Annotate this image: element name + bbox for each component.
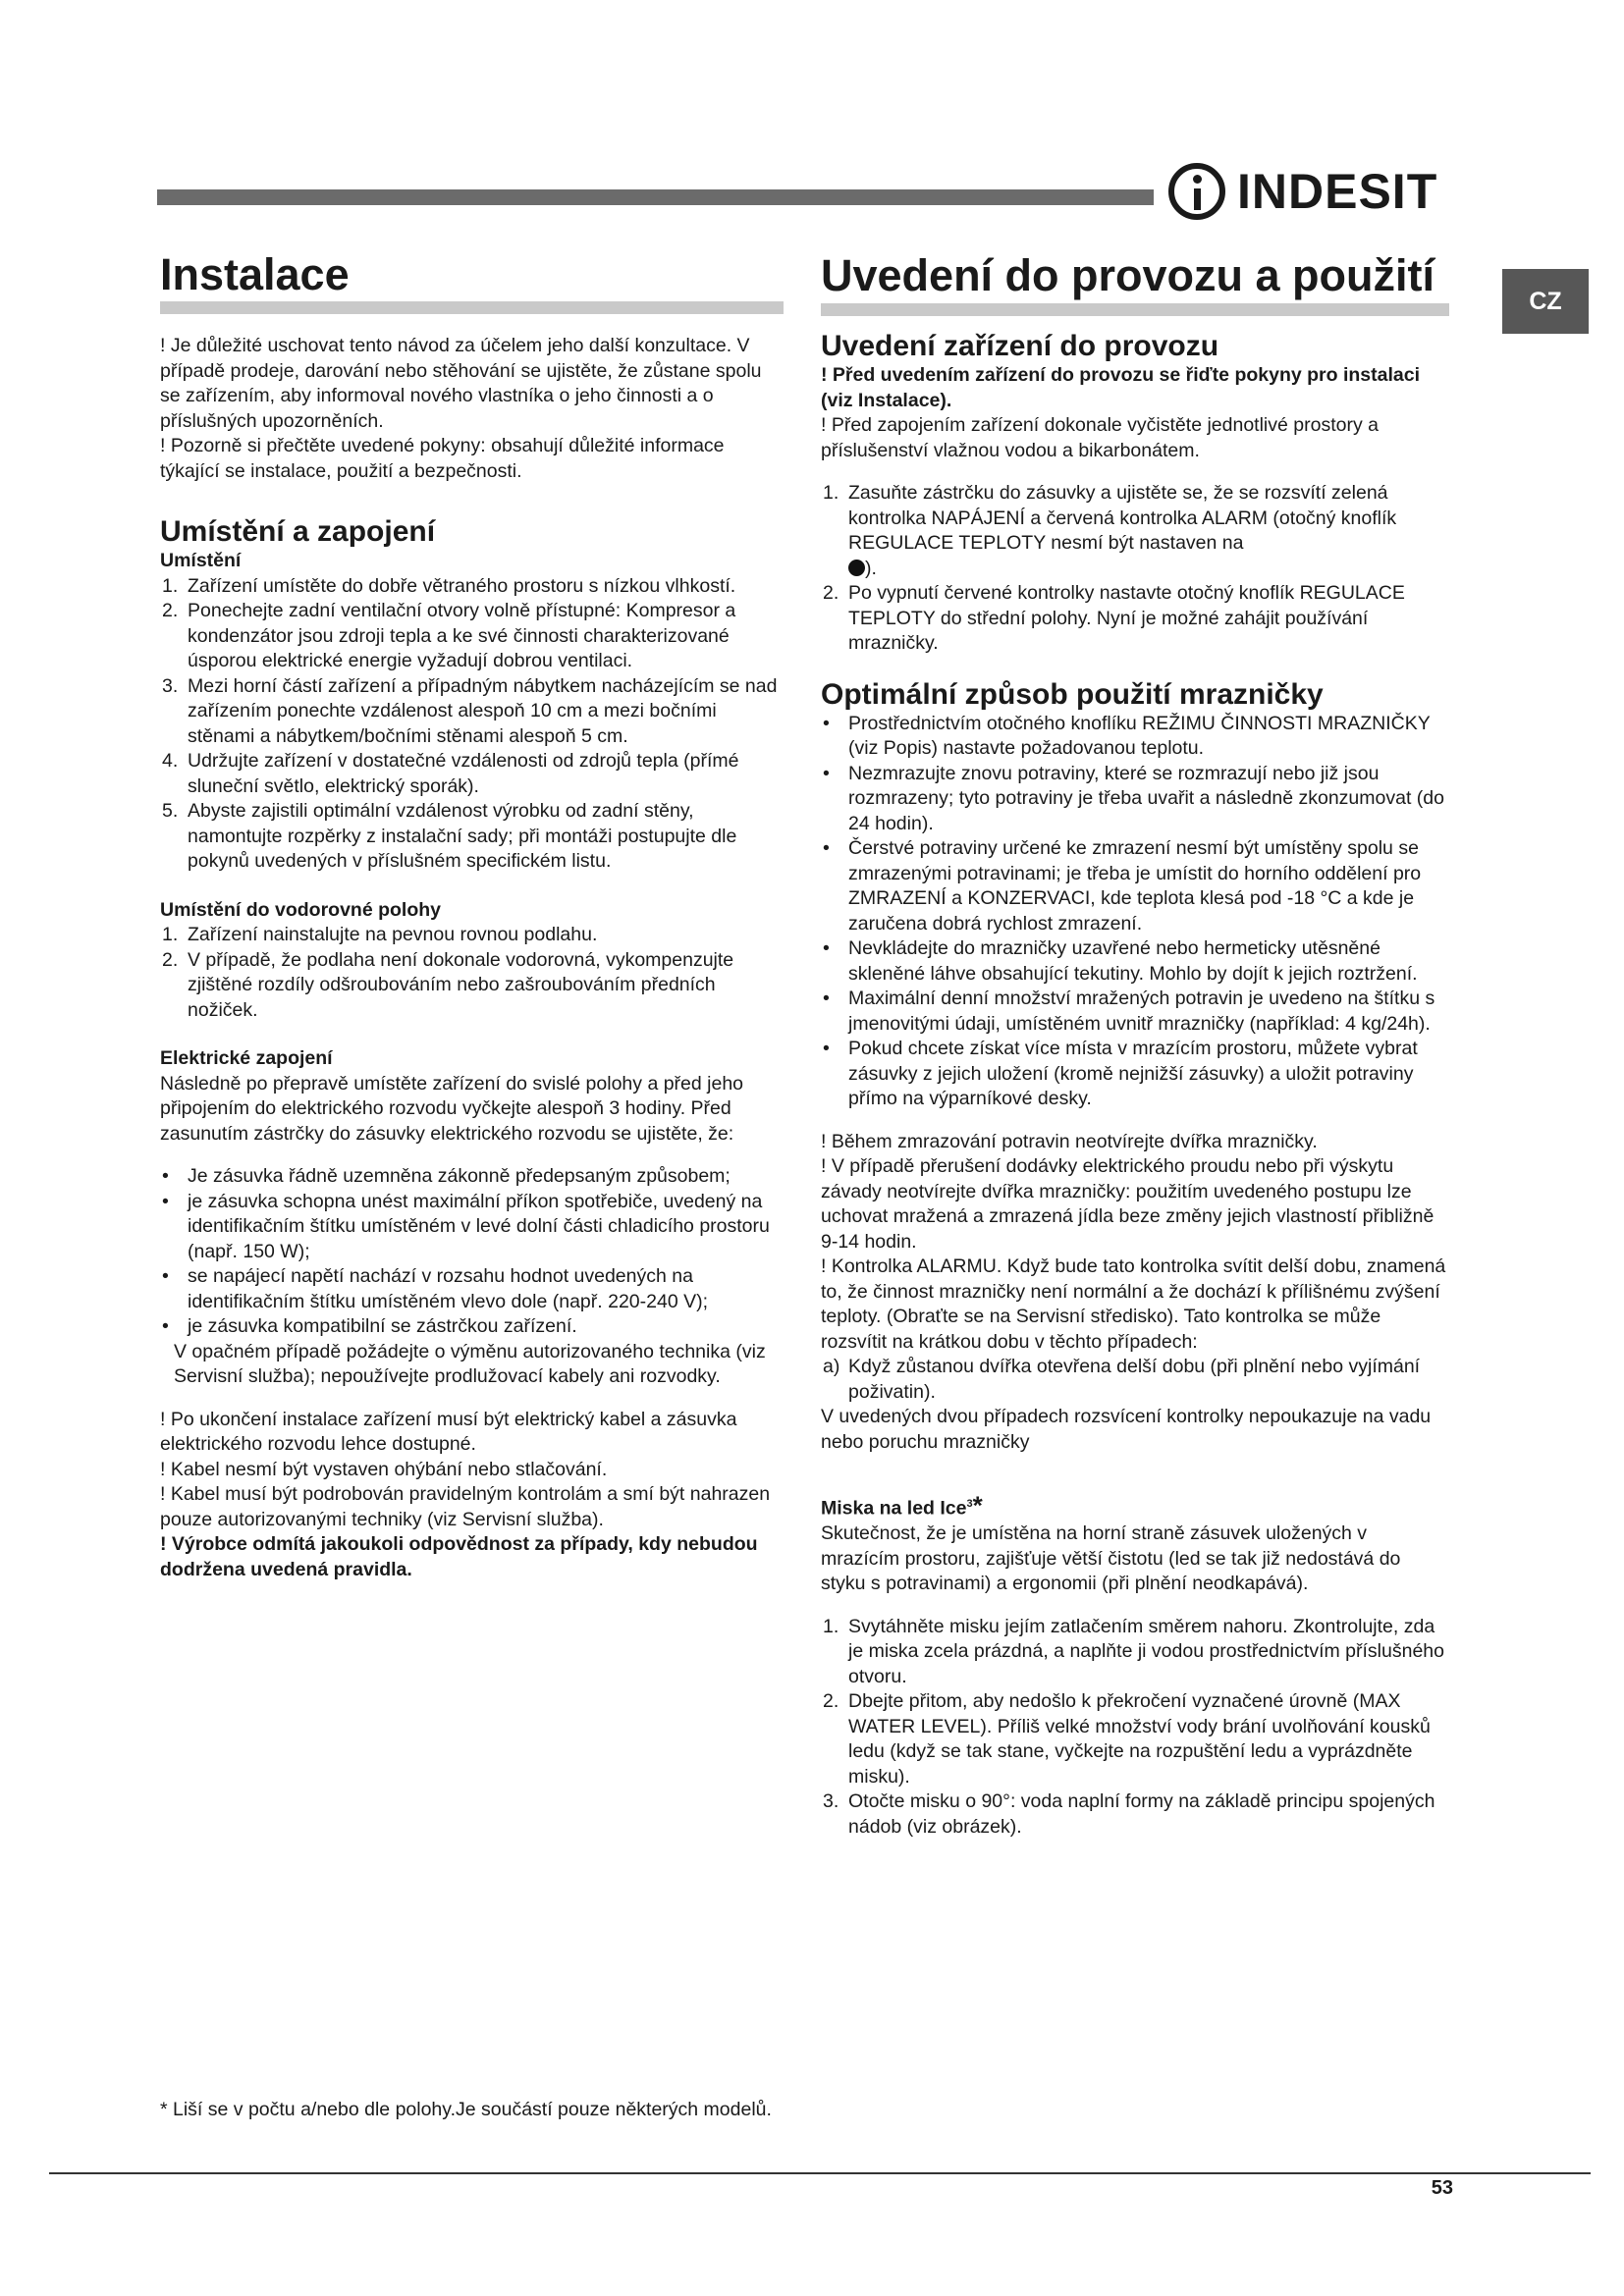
left-column xyxy=(160,250,784,1582)
subsection-title: Umístění do vodorovné polohy xyxy=(160,898,442,921)
note: V uvedených dvou případech rozsvícení kontrolky nepoukazuje na vadu nebo poruchu mrazničky xyxy=(821,1406,1432,1453)
list-item: 1. Zařízení nainstalujte na pevnou rovnou podlahu. xyxy=(162,924,598,945)
list-item: • je zásuvka kompatibilní se zástrčkou zařízení. xyxy=(162,1315,577,1337)
note: ! Kontrolka ALARMU. Když bude tato kontrolka svítit delší dobu, znamená to, že činnost mrazničky není normální a že dochází k přílišnému zvýšení teploty. (Obraťte se na Servisní středisko). Tato kontrolka se může rozsvítit na krátkou dobu v těchto případech: xyxy=(821,1255,1446,1353)
section-title: Uvedení zařízení do provozu xyxy=(821,330,1219,362)
electrical-checklist xyxy=(160,1164,784,1340)
list-item: 1. Svytáhněte misku jejím zatlačením směrem nahoru. Zkontrolujte, zda je miska zcela prázdná, a naplňte ji vodou prostřednictvím příslušného otvoru. xyxy=(823,1615,1444,1687)
section-title: Umístění a zapojení xyxy=(160,515,436,548)
list-item: • Pokud chcete získat více místa v mrazícím prostoru, můžete vybrat zásuvky z jejich uložení (kromě nejnižší zásuvky) a uložit potraviny přímo na výparníkové desky. xyxy=(823,1038,1418,1109)
placement-list xyxy=(160,574,784,875)
list-item: 1. Zasuňte zástrčku do zásuvky a ujistěte se, že se rozsvítí zelená kontrolka NAPÁJENÍ a červená kontrolka ALARM (otočný knoflík REGULACE TEPLOTY nesmí být nastaven na ). xyxy=(823,482,1397,579)
list-item: 3. Otočte misku o 90°: voda naplní formy na základě principu spojených nádob (viz obrázek). xyxy=(823,1790,1435,1838)
section-title: Optimální způsob použití mrazničky xyxy=(821,677,1324,711)
footnote: * Liší se v počtu a/nebo dle polohy.Je součástí pouze některých modelů. xyxy=(160,2099,772,2120)
page-title-right: Uvedení do provozu a použití xyxy=(821,250,1449,316)
list-item: • Nevkládejte do mrazničky uzavřené nebo hermeticky utěsněné skleněné láhve obsahující tekutiny. Mohlo by dojít k jejich roztržení. xyxy=(823,937,1418,985)
header-rule xyxy=(157,189,1154,205)
list-item: 4. Udržujte zařízení v dostatečné vzdálenosti od zdrojů tepla (přímé sluneční světlo, elektrický sporák). xyxy=(162,750,739,797)
language-tab: CZ xyxy=(1502,269,1589,334)
list-item: a) Když zůstanou dvířka otevřena delší dobu (při plnění nebo vyjímání poživatin). xyxy=(823,1356,1421,1403)
list-item: 2. V případě, že podlaha není dokonale vodorovná, vykompenzujte zjištěné rozdíly odšroubováním nebo zašroubováním předních nožiček. xyxy=(162,948,734,1021)
warning-bold: ! Výrobce odmítá jakoukoli odpovědnost za případy, kdy nebudou dodržena uvedená pravidla. xyxy=(160,1533,758,1580)
list-item: 5. Abyste zajistili optimální vzdálenost výrobku od zadní stěny, namontujte rozpěrky z instalační sady; při montáži postupujte dle pokynů uvedených v příslušném specifickém listu. xyxy=(162,800,737,872)
footer-rule xyxy=(49,2172,1591,2174)
list-item: • Je zásuvka řádně uzemněna zákonně předepsaným způsobem; xyxy=(162,1165,731,1187)
filled-circle-icon xyxy=(848,560,865,576)
intro-paragraph: ! Je důležité uschovat tento návod za účelem jeho další konzultace. V případě prodeje, darování nebo stěhování se ujistěte, že zůstane spolu se zařízením, aby informoval nového vlastníka o jeho činnosti a o příslušných upozorněních. xyxy=(160,335,762,432)
note: ! Během zmrazování potravin neotvírejte dvířka mrazničky. xyxy=(821,1130,1318,1152)
brand-name: INDESIT xyxy=(1237,164,1438,219)
startup-list xyxy=(821,481,1449,657)
warning: ! Kabel nesmí být vystaven ohýbání nebo stlačování. xyxy=(160,1458,608,1480)
warning: ! Kabel musí být podrobován pravidelným kontrolám a smí být nahrazen pouze autorizovanými techniky (viz Servisní služba). xyxy=(160,1483,771,1530)
paragraph: V opačném případě požádejte o výměnu autorizovaného technika (viz Servisní služba); nepoužívejte prodlužovací kabely ani rozvodky. xyxy=(174,1340,766,1387)
list-item: 3. Mezi horní částí zařízení a případným nábytkem nacházejícím se nad zařízením ponechte vzdálenost alespoň 10 cm a mezi bočními stěnami a nábytkem/bočními stěnami alespoň 5 cm. xyxy=(162,674,778,747)
paragraph: Následně po přepravě umístěte zařízení do svislé polohy a před jeho připojením do elektrického rozvodu vyčkejte alespoň 3 hodiny. Před zasunutím zástrčky do zásuvky elektrického rozvodu se ujistěte, že: xyxy=(160,1072,744,1145)
intro-paragraph: ! Pozorně si přečtěte uvedené pokyny: obsahují důležité informace týkající se instalace, použití a bezpečnosti. xyxy=(160,435,725,482)
ice-tray-steps xyxy=(821,1615,1449,1841)
subsection-title: Miska na led Ice$^3$* xyxy=(821,1490,983,1521)
right-column xyxy=(821,250,1449,1840)
paragraph-bold: ! Před uvedením zařízení do provozu se řiďte pokyny pro instalaci (viz Instalace). xyxy=(821,364,1420,411)
list-item: • Maximální denní množství mražených potravin je uvedeno na štítku s jmenovitými údaji, umístěném uvnitř mrazničky (například: 4 kg/24h). xyxy=(823,988,1435,1035)
note: ! V případě přerušení dodávky elektrického proudu nebo při výskytu závady neotvírejte dvířka mrazničky: použitím uvedeného postupu lze uchovat mražená a zmrazená jídla beze změny jejich vlastností přibližně 9-14 hodin. xyxy=(821,1155,1435,1253)
list-item: • je zásuvka schopna unést maximální příkon spotřebiče, uvedený na identifikačním štítku umístěném v levé dolní části chladicího prostoru (např. 150 W); xyxy=(162,1190,770,1262)
warning: ! Po ukončení instalace zařízení musí být elektrický kabel a zásuvka elektrického rozvodu lehce dostupné. xyxy=(160,1408,737,1455)
subsection-title: Umístění xyxy=(160,550,242,571)
list-item: 2. Dbejte přitom, aby nedošlo k překročení vyznačené úrovně (MAX WATER LEVEL). Příliš velké množství vody brání uvolňování kousků ledu (když se tak stane, vyčkejte na rozpuštění ledu a vyprázdněte misku). xyxy=(823,1690,1431,1788)
leveling-list xyxy=(160,923,784,1023)
paragraph: Skutečnost, že je umístěna na horní straně zásuvek uložených v mrazícím prostoru, zajišťuje větší čistotu (led se tak již nedostává do styku s potravinami) a ergonomii (při plnění neodkapává). xyxy=(821,1522,1401,1594)
list-item: 1. Zařízení umístěte do dobře větraného prostoru s nízkou vlhkostí. xyxy=(162,574,736,597)
page-number: 53 xyxy=(1431,2177,1453,2199)
subsection-title: Elektrické zapojení xyxy=(160,1047,333,1069)
alarm-cases xyxy=(821,1355,1449,1405)
list-item: • Čerstvé potraviny určené ke zmrazení nesmí být umístěny spolu se zmrazenými potravinami; je třeba je umístit do horního oddělení pro ZMRAZENÍ a KONZERVACI, kde teplota klesá pod -18 °C a kde je zaručena dobrá rychlost zmrazení. xyxy=(823,837,1422,934)
info-icon xyxy=(1168,163,1225,220)
list-item: • Prostřednictvím otočného knoflíku REŽIMU ČINNOSTI MRAZNIČKY (viz Popis) nastavte požadovanou teplotu. xyxy=(823,712,1431,759)
list-item: 2. Ponechejte zadní ventilační otvory volně přístupné: Kompresor a kondenzátor jsou zdroji tepla a ke své činnosti charakterizované úsporou elektrické energie vyžadují dobrou ventilaci. xyxy=(162,600,736,671)
brand-logo xyxy=(1168,157,1437,226)
list-item: • Nezmrazujte znovu potraviny, které se rozmrazují nebo již jsou rozmrazeny; tyto potraviny je třeba uvařit a následně zkonzumovat (do 24 hodin). xyxy=(823,762,1444,834)
list-item: 2. Po vypnutí červené kontrolky nastavte otočný knoflík REGULACE TEPLOTY do střední polohy. Nyní je možné zahájit používání mrazničky. xyxy=(823,582,1405,654)
paragraph: ! Před zapojením zařízení dokonale vyčistěte jednotlivé prostory a příslušenství vlažnou vodou a bikarbonátem. xyxy=(821,414,1379,461)
usage-list xyxy=(821,712,1449,1112)
page-title-left: Instalace xyxy=(160,250,784,314)
list-item: • se napájecí napětí nachází v rozsahu hodnot uvedených na identifikačním štítku umístěném vlevo dole (např. 220-240 V); xyxy=(162,1265,709,1312)
